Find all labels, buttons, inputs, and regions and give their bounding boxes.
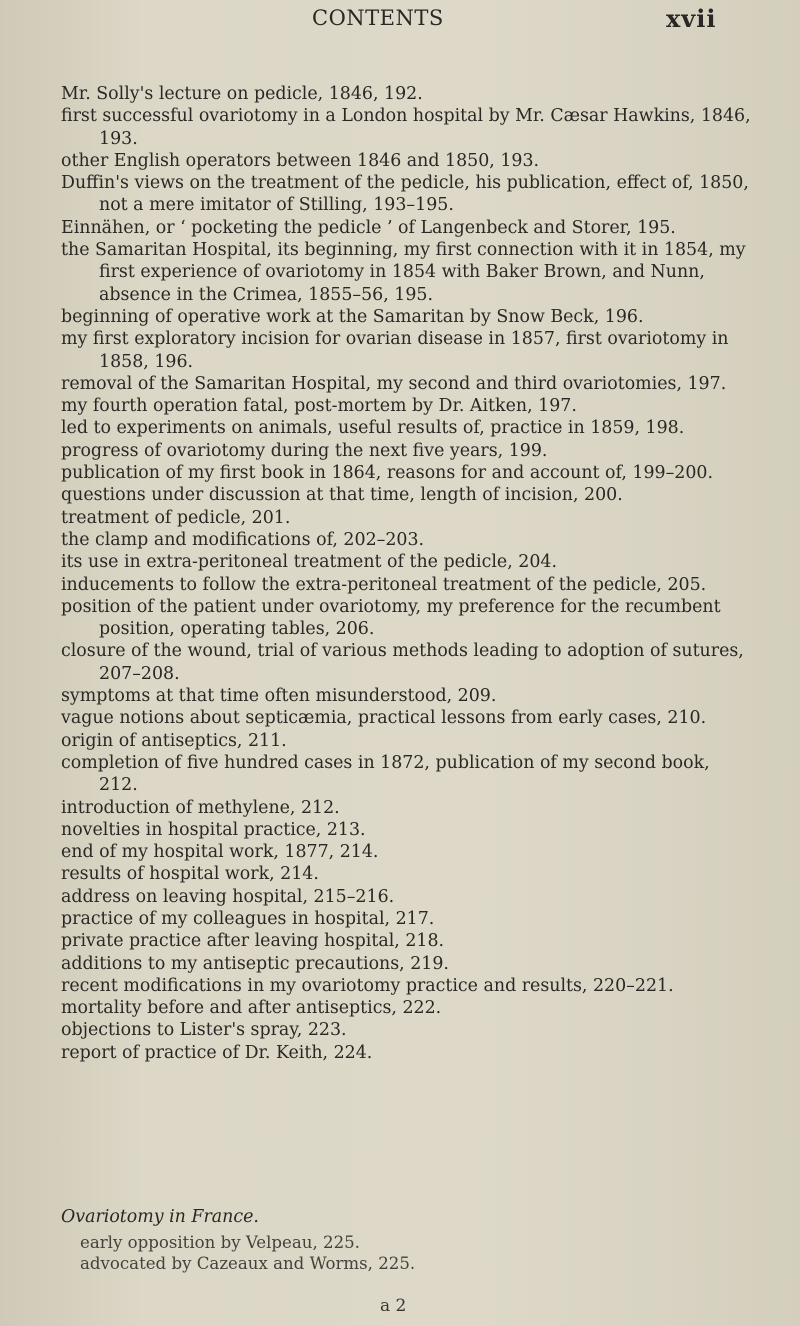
contents-entry: early opposition by Velpeau, 225. <box>80 1233 360 1252</box>
contents-entry: origin of antiseptics, 211. <box>61 730 287 751</box>
contents-entry: my first exploratory incision for ovarian disease in 1857, first ovariotomy in 1858, 196. <box>61 329 729 372</box>
contents-entry: progress of ovariotomy during the next five years, 199. <box>61 440 548 461</box>
page-number: xvii <box>666 4 717 33</box>
contents-entry: treatment of pedicle, 201. <box>61 507 291 528</box>
contents-entry: inducements to follow the extra-peritoneal treatment of the pedicle, 205. <box>61 574 707 595</box>
contents-entry: novelties in hospital practice, 213. <box>61 819 366 840</box>
contents-entry: Einnähen, or ‘ pocketing the pedicle ’ of Langenbeck and Storer, 195. <box>61 217 676 238</box>
contents-entry: Duffin's views on the treatment of the pedicle, his publication, effect of, 1850, not a mere imitator of Stilling, 193–195. <box>61 173 749 216</box>
contents-entry: introduction of methylene, 212. <box>61 797 340 818</box>
contents-entry: address on leaving hospital, 215–216. <box>61 886 395 907</box>
contents-entry: publication of my first book in 1864, reasons for and account of, 199–200. <box>61 463 714 484</box>
contents-entry: additions to my antiseptic precautions, 219. <box>61 953 449 974</box>
contents-entry: mortality before and after antiseptics, 222. <box>61 998 442 1019</box>
contents-entry: my fourth operation fatal, post-mortem by Dr. Aitken, 197. <box>61 396 577 417</box>
contents-entry: its use in extra-peritoneal treatment of the pedicle, 204. <box>61 552 557 573</box>
contents-entry: the clamp and modifications of, 202–203. <box>61 529 425 550</box>
contents-entry: position of the patient under ovariotomy, my preference for the recumbent position, operating tables, 206. <box>61 596 721 640</box>
signature-mark: a 2 <box>380 1296 407 1316</box>
contents-entry: advocated by Cazeaux and Worms, 225. <box>80 1254 416 1273</box>
contents-entry: closure of the wound, trial of various methods leading to adoption of sutures, 207–208. <box>61 641 744 684</box>
contents-entry: first successful ovariotomy in a London hospital by Mr. Cæsar Hawkins, 1846, 193. <box>61 106 751 149</box>
contents-entry: private practice after leaving hospital, 218. <box>61 931 445 952</box>
contents-entry: symptoms at that time often misunderstood, 209. <box>61 686 497 707</box>
section-heading: Ovariotomy in France. <box>61 1207 259 1227</box>
contents-entry: beginning of operative work at the Samaritan by Snow Beck, 196. <box>61 306 644 327</box>
contents-entry: other English operators between 1846 and 1850, 193. <box>61 150 540 171</box>
contents-entry: vague notions about septicæmia, practical lessons from early cases, 210. <box>61 708 707 729</box>
contents-entry: completion of five hundred cases in 1872, publication of my second book, 212. <box>61 752 710 796</box>
contents-entry: led to experiments on animals, useful results of, practice in 1859, 198. <box>61 418 685 439</box>
contents-entry: practice of my colleagues in hospital, 217. <box>61 908 435 929</box>
contents-entry: end of my hospital work, 1877, 214. <box>61 842 379 863</box>
contents-entry: results of hospital work, 214. <box>61 864 319 885</box>
section-entries <box>80 1232 740 1274</box>
contents-entry: objections to Lister's spray, 223. <box>61 1020 347 1041</box>
contents-entry: questions under discussion at that time, length of incision, 200. <box>61 485 623 506</box>
contents-entry: removal of the Samaritan Hospital, my second and third ovariotomies, 197. <box>61 373 727 394</box>
contents-entry: recent modifications in my ovariotomy practice and results, 220–221. <box>61 975 674 996</box>
running-title: CONTENTS <box>312 6 444 30</box>
contents-entry: report of practice of Dr. Keith, 224. <box>61 1042 373 1063</box>
contents-entry: Mr. Solly's lecture on pedicle, 1846, 192. <box>61 84 423 104</box>
running-header <box>0 2 800 36</box>
contents-entry: the Samaritan Hospital, its beginning, my first connection with it in 1854, my first experience of ovariotomy in 1854 with Baker Brown, and Nunn, absence in the Crimea, 1855–56, 195. <box>61 240 746 305</box>
contents-entries <box>61 83 751 1064</box>
